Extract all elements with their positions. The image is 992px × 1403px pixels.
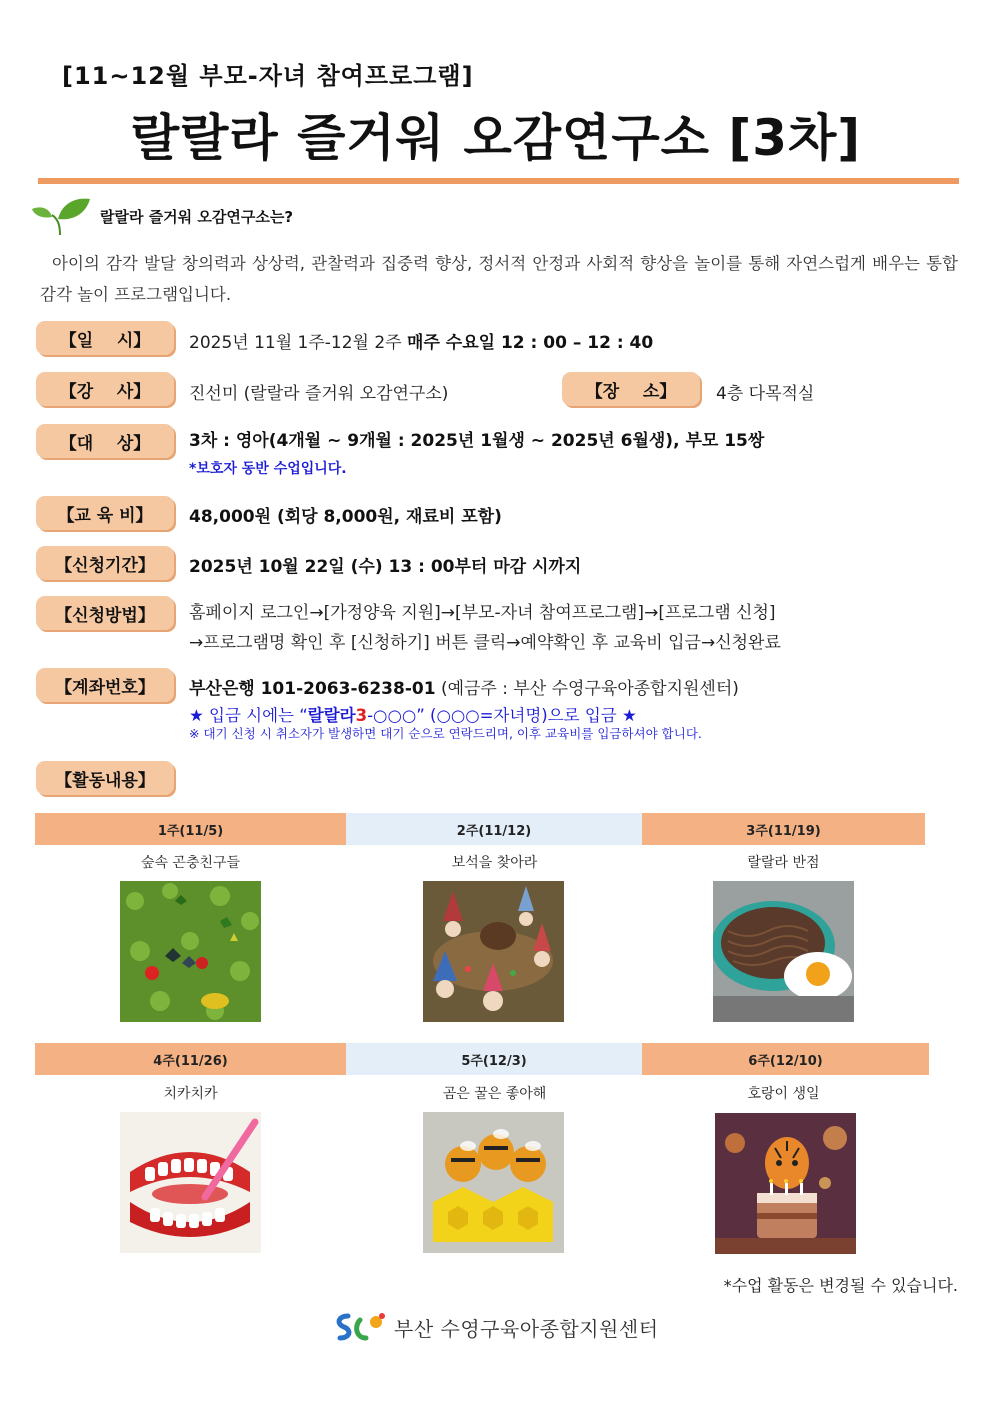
method-line-1: 홈페이지 로그인→[가정양육 지원]→[부모-자녀 참여프로그램]→[프로그램 신청] [189,603,776,623]
account-holder: (예금주 : 부산 수영구육아종합지원센터) [435,679,739,699]
week-4-activity: 치카치카 [163,1086,218,1102]
week-5-header: 5주(12/3) [346,1043,642,1075]
deposit-name: 랄랄라 [307,706,356,725]
week-3-header: 3주(11/19) [642,813,925,845]
sprout-icon [30,195,92,237]
week-1-photo [120,881,261,1022]
method-line-2: →프로그램명 확인 후 [신청하기] 버튼 클릭→예약확인 후 교육비 입금→신청완료 [189,633,781,653]
footer-logo [332,1310,659,1344]
schedule-time: 매주 수요일 12 : 00 – 12 : 40 [407,333,654,353]
week-3-activity: 랄랄라 반점 [747,855,820,871]
program-subtitle: [11~12월 부모-자녀 참여프로그램] [62,62,474,90]
fee-value: 48,000원 (회당 8,000원, 재료비 포함) [189,507,502,527]
deposit-instruction [189,702,637,726]
instructor-value: 진선미 (랄랄라 즐거워 오감연구소) [189,384,449,404]
place-label: 【장 소】 [562,372,700,406]
week-3-photo [713,881,854,1022]
deposit-suffix: -○○○” (○○○=자녀명)으로 입금 ★ [367,706,637,725]
week-6-activity: 호랑이 생일 [747,1086,820,1102]
title-divider [38,178,959,184]
fee-label: 【교 육 비】 [36,496,174,530]
period-label: 【신청기간】 [36,546,174,580]
change-notice: *수업 활동은 변경될 수 있습니다. [723,1276,958,1295]
schedule-label: 【일 시】 [36,321,174,355]
method-label: 【신청방법】 [36,596,174,630]
center-name: 부산 수영구육아종합지원센터 [394,1316,659,1341]
deposit-round: 3 [355,706,368,725]
week-1-header: 1주(11/5) [35,813,346,845]
deposit-prefix: ★ 입금 시에는 “ [189,706,308,725]
week-1-activity: 숲속 곤충친구들 [140,855,241,871]
page-title: 랄랄라 즐거워 오감연구소 [3차] [130,109,862,167]
week-5-photo [423,1112,564,1253]
intro-heading: 랄랄라 즐거워 오감연구소는? [100,208,294,226]
week-2-photo [423,881,564,1022]
center-logo-icon [332,1310,388,1344]
period-value: 2025년 10월 22일 (수) 13 : 00부터 마감 시까지 [189,557,582,577]
week-2-header: 2주(11/12) [346,813,642,845]
schedule-value [189,328,653,353]
activity-label: 【활동내용】 [36,761,174,795]
schedule-date: 2025년 11월 1주-12월 2주 [189,333,408,353]
waitlist-note: ※ 대기 신청 시 취소자가 발생하면 대기 순으로 연락드리며, 이후 교육비를 입금하셔야 합니다. [189,726,702,741]
target-value: 3차 : 영아(4개월 ~ 9개월 : 2025년 1월생 ~ 2025년 6월생), 부모 15쌍 [189,431,765,451]
week-4-photo [120,1112,261,1253]
week-6-header: 6주(12/10) [642,1043,929,1075]
intro-text: 아이의 감각 발달 창의력과 상상력, 관찰력과 집중력 향상, 정서적 안정과 사회적 향상을 놀이를 통해 자연스럽게 배우는 통합 감각 놀이 프로그램입니다. [40,254,958,304]
week-5-activity: 곰은 꿀은 좋아해 [442,1086,547,1102]
place-value: 4층 다목적실 [716,384,815,404]
target-label: 【대 상】 [36,424,174,458]
account-label: 【계좌번호】 [36,668,174,702]
bank-account: 부산은행 101-2063-6238-01 [189,679,436,699]
week-4-header: 4주(11/26) [35,1043,346,1075]
guardian-note: *보호자 동반 수업입니다. [189,461,347,477]
account-value [189,674,739,699]
week-6-photo [715,1113,856,1254]
week-2-activity: 보석을 찾아라 [451,855,538,871]
instructor-label: 【강 사】 [36,372,174,406]
